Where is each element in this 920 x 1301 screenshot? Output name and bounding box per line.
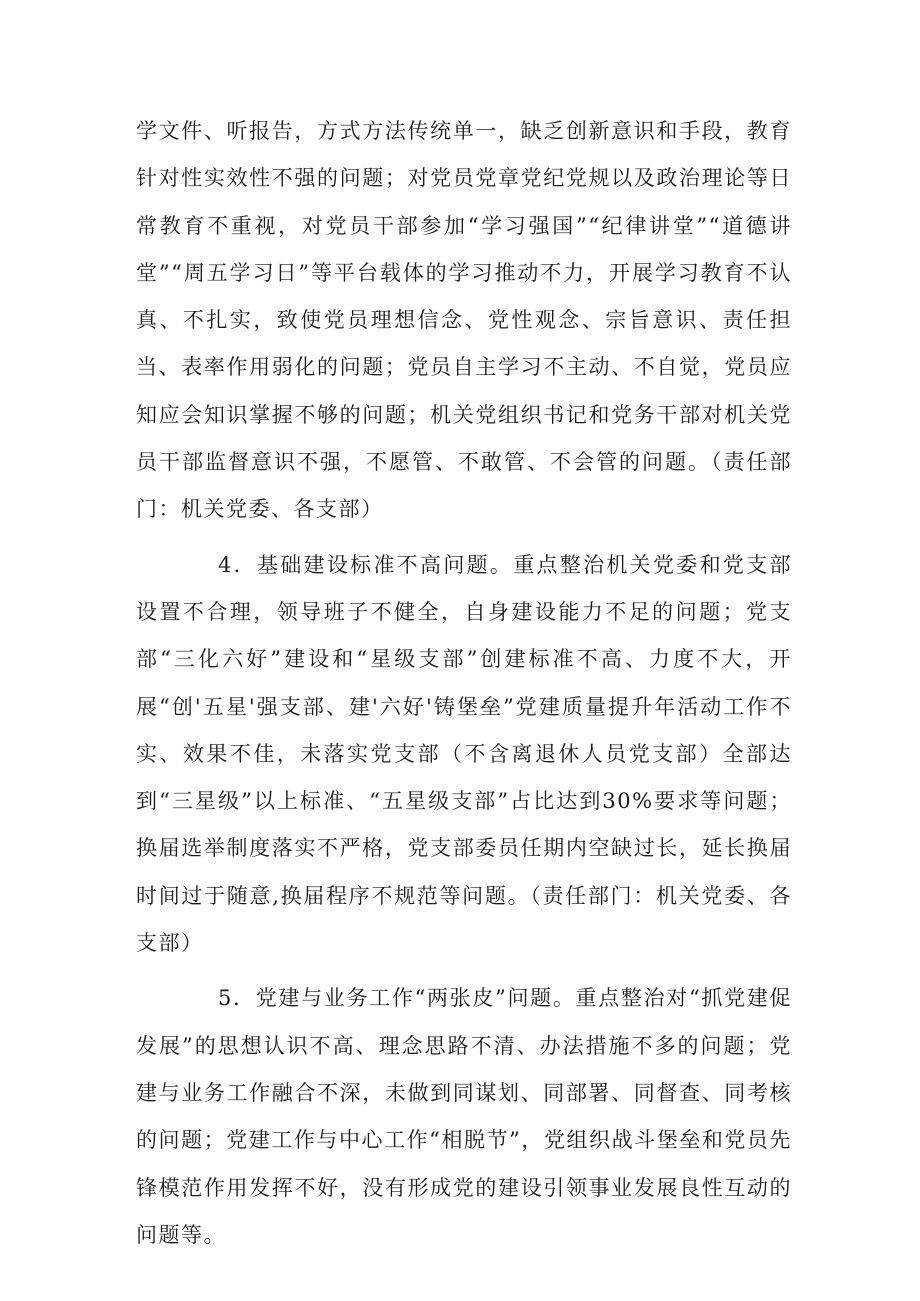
paragraph-continued: 学文件、听报告，方式方法传统单一，缺乏创新意识和手段，教育针对性实效性不强的问题；对党员党章党纪党规以及政治理论等日常教育不重视，对党员干部参加“学习强国”“纪律讲堂”“道德讲堂”“周五学习日”等平台载体的学习推动不力，开展学习教育不认真、不扎实，致使党员理想信念、党性观念、宗旨意识、责任担当、表率作用弱化的问题；党员自主学习不主动、不自觉，党员应知应会知识掌握不够的问题；机关党组织书记和党务干部对机关党员干部监督意识不强，不愿管、不敢管、不会管的问题。（责任部门：机关党委、各支部） [136,119,792,522]
paragraph-gap [136,967,792,975]
paragraph-item-5: 5．党建与业务工作“两张皮”问题。重点整治对“抓党建促发展”的思想认识不高、理念思路不清、办法措施不多的问题；党建与业务工作融合不深，未做到同谋划、同部署、同督查、同考核的问题；党建工作与中心工作“相脱节”，党组织战斗堡垒和党员先锋模范作用发挥不好，没有形成党的建设引领事业发展良性互动的问题等。 [136,986,792,1247]
document-body [136,108,792,1259]
paragraph-gap [136,534,792,542]
paragraph-item-4: 4．基础建设标准不高问题。重点整治机关党委和党支部设置不合理，领导班子不健全，自身建设能力不足的问题；党支部“三化六好”建设和“星级支部”创建标准不高、力度不大，开展“创'五星'强支部、建'六好'铸堡垒”党建质量提升年活动工作不实、效果不佳，未落实党支部（不含离退休人员党支部）全部达到“三星级”以上标准、“五星级支部”占比达到30%要求等问题；换届选举制度落实不严格，党支部委员任期内空缺过长，延长换届时间过于随意,换届程序不规范等问题。（责任部门：机关党委、各支部） [136,552,792,956]
